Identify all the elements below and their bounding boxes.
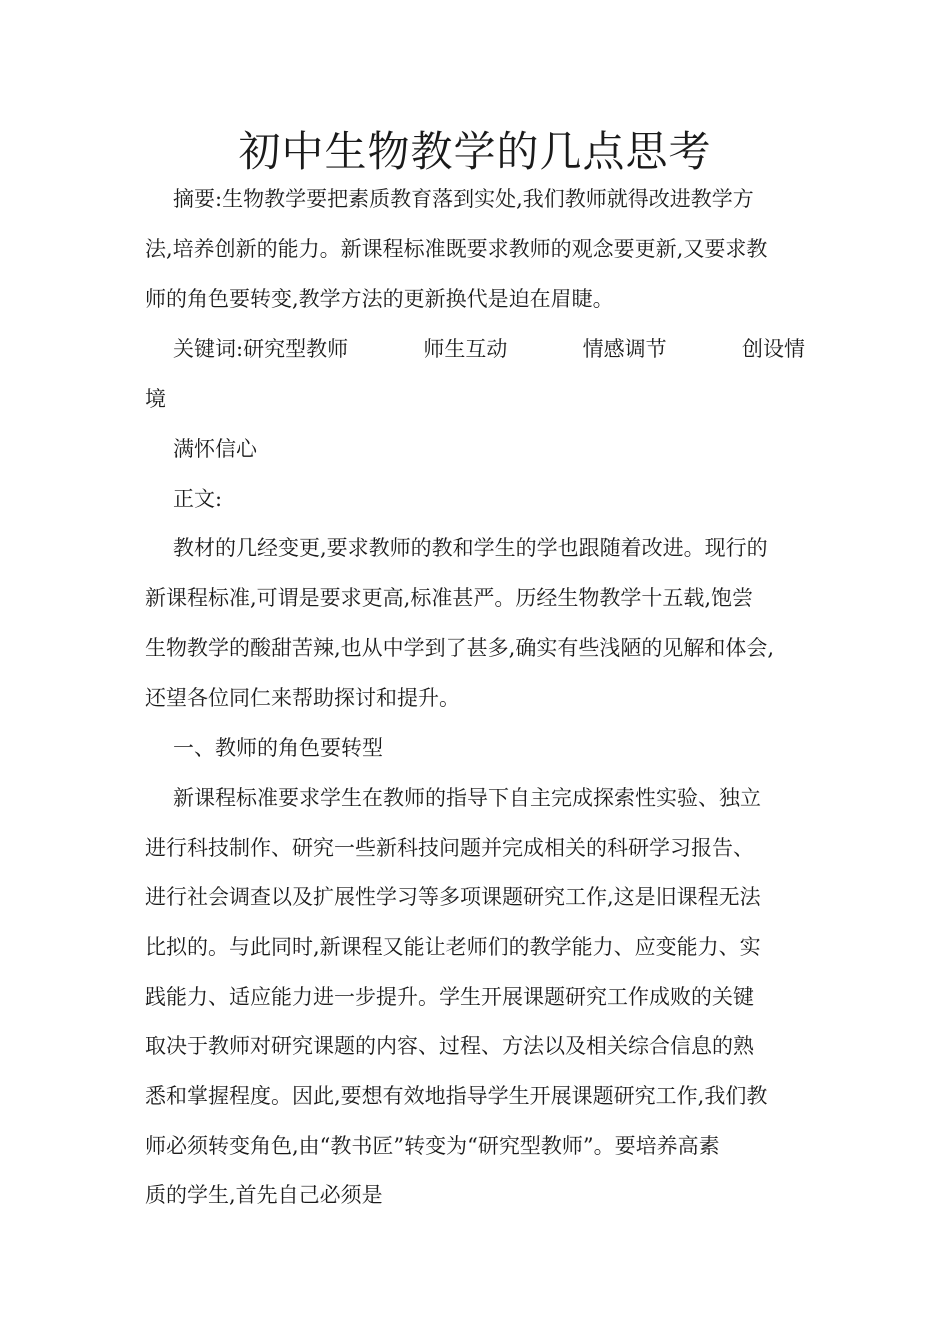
section-line: 新课程标准要求学生在教师的指导下自主完成探索性实验、独立	[173, 786, 761, 810]
section-line: 践能力、适应能力进一步提升。学生开展课题研究工作成败的关键	[145, 985, 754, 1009]
keywords-row	[173, 334, 805, 364]
abstract-line: 师的角色要转变,教学方法的更新换代是迫在眉睫。	[145, 287, 614, 311]
keyword-item: 创设情	[741, 337, 805, 361]
intro-line: 还望各位同仁来帮助探讨和提升。	[145, 686, 460, 710]
abstract-line: 法,培养创新的能力。新课程标准既要求教师的观念要更新,又要求教	[145, 237, 768, 261]
section-line: 师必须转变角色,由“教书匠”转变为“研究型教师”。要培养高素	[145, 1134, 720, 1158]
section-line: 进行社会调查以及扩展性学习等多项课题研究工作,这是旧课程无法	[145, 885, 761, 909]
keyword-wrap: 境	[145, 387, 166, 411]
keyword-extra: 满怀信心	[173, 437, 257, 461]
intro-line: 教材的几经变更,要求教师的教和学生的学也跟随着改进。现行的	[173, 536, 768, 560]
intro-line: 生物教学的酸甜苦辣,也从中学到了甚多,确实有些浅陋的见解和体会,	[145, 636, 775, 660]
section-line: 比拟的。与此同时,新课程又能让老师们的教学能力、应变能力、实	[145, 935, 761, 959]
section-line: 取决于教师对研究课题的内容、过程、方法以及相关综合信息的熟	[145, 1034, 754, 1058]
document-title: 初中生物教学的几点思考	[238, 127, 712, 176]
body-heading: 正文:	[173, 487, 223, 511]
keyword-item: 情感调节	[582, 337, 667, 361]
section-line: 进行科技制作、研究一些新科技问题并完成相关的科研学习报告、	[145, 836, 754, 860]
section-line: 悉和掌握程度。因此,要想有效地指导学生开展课题研究工作,我们教	[145, 1084, 768, 1108]
section-heading: 一、教师的角色要转型	[173, 736, 383, 760]
abstract-line: 摘要:生物教学要把素质教育落到实处,我们教师就得改进教学方	[173, 187, 754, 211]
keyword-item: 师生互动	[423, 337, 508, 361]
keyword-item: 关键词:研究型教师	[173, 337, 349, 361]
intro-line: 新课程标准,可谓是要求更高,标准甚严。历经生物教学十五载,饱尝	[145, 586, 754, 610]
section-line: 质的学生,首先自己必须是	[145, 1183, 383, 1207]
